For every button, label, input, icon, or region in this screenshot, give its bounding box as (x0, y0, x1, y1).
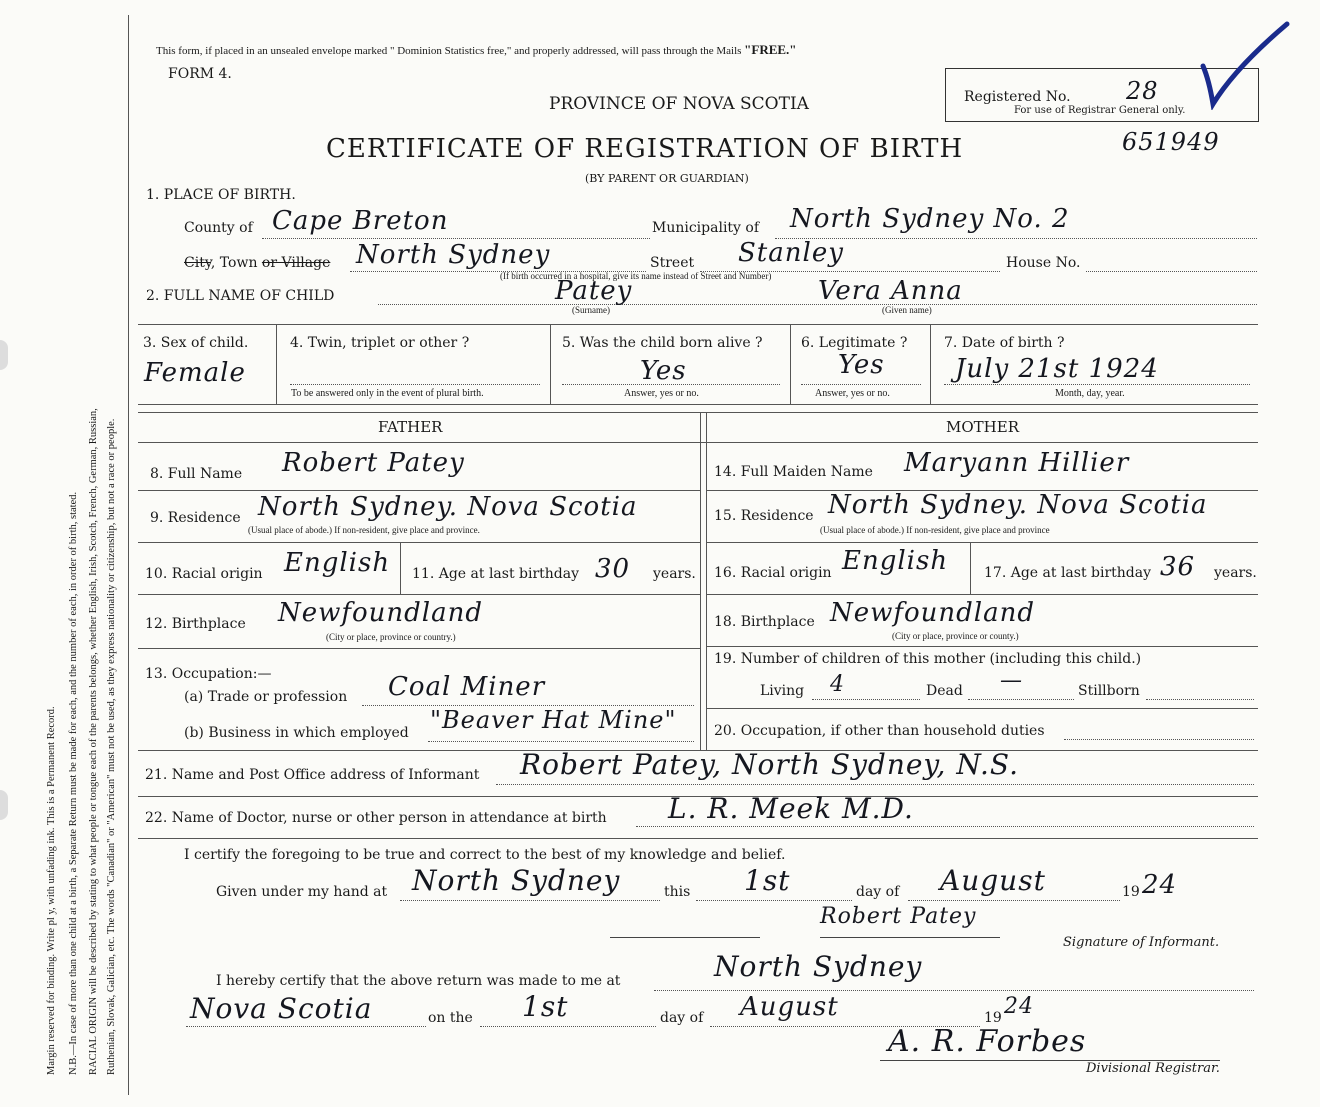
registrar-month: August (740, 992, 839, 1022)
father-name-value: Robert Patey (282, 448, 465, 478)
page-title: CERTIFICATE OF REGISTRATION OF BIRTH (326, 134, 964, 164)
informant-label: 21. Name and Post Office address of Informant (145, 767, 480, 783)
hospital-note: (If birth occurred in a hospital, give its name instead of Street and Number) (500, 271, 772, 281)
margin-note-1: Margin reserved for binding. Write pl y, with unfading ink. This is a Permanent Record. (46, 706, 57, 1075)
father-age-label: 11. Age at last birthday (412, 566, 580, 582)
registrar-onthe-label: on the (428, 1010, 473, 1026)
binding-hole (0, 790, 8, 820)
father-heading: FATHER (378, 418, 443, 436)
dead-label: Dead (926, 683, 963, 699)
registered-label: Registered No. (964, 89, 1071, 105)
child-given-name: Vera Anna (818, 276, 963, 306)
dob-label: 7. Date of birth ? (944, 335, 1065, 351)
father-birthplace-value: Newfoundland (278, 598, 484, 628)
registrar-place-1: North Sydney (714, 950, 923, 983)
mother-name-value: Maryann Hillier (904, 448, 1130, 478)
mother-race-label: 16. Racial origin (714, 565, 832, 581)
registered-number: 28 (1126, 77, 1159, 105)
registrar-note: For use of Registrar General only. (1014, 105, 1186, 116)
father-race-label: 10. Racial origin (145, 566, 263, 582)
registrar-statement: I hereby certify that the above return was made to me at (216, 973, 621, 989)
mother-age-label: 17. Age at last birthday (984, 565, 1152, 581)
father-residence-label: 9. Residence (150, 510, 241, 526)
given-dayof-label: day of (856, 884, 900, 900)
mother-birthplace-label: 18. Birthplace (714, 614, 815, 630)
margin-note-4: Ruthenian, Slovak, Galician, etc. The words "Canadian" or "American" must not be used, as they express nationality or citizenship, but not a race or people. (106, 418, 117, 1075)
margin-note-3: RACIAL ORIGIN will be described by stating to what people or tongue each of the parents belongs, whether English, Irish, Scotch, French, German, Russian, (88, 408, 99, 1075)
father-age-unit: years. (653, 566, 696, 582)
mother-birthplace-note: (City or place, province or county.) (892, 631, 1019, 641)
registrar-dayof-label: day of (660, 1010, 704, 1026)
sex-label: 3. Sex of child. (143, 335, 249, 351)
child-name-label: 2. FULL NAME OF CHILD (146, 288, 335, 304)
stillborn-label: Stillborn (1078, 683, 1140, 699)
mother-residence-label: 15. Residence (714, 508, 814, 524)
given-year-prefix: 19 (1122, 884, 1140, 900)
mother-residence-note: (Usual place of abode.) If non-resident, give place and province (820, 525, 1050, 535)
father-residence-note: (Usual place of abode.) If non-resident, give place and province. (248, 525, 480, 535)
surname-note: (Surname) (572, 305, 610, 315)
mother-heading: MOTHER (946, 418, 1019, 436)
alive-value: Yes (640, 356, 687, 386)
registrar-year-prefix: 19 (984, 1010, 1002, 1026)
province-heading: PROVINCE OF NOVA SCOTIA (549, 94, 809, 114)
child-surname: Patey (555, 276, 633, 306)
mother-race-value: English (842, 546, 949, 576)
county-value: Cape Breton (272, 206, 449, 236)
informant-signature: Robert Patey (820, 904, 977, 929)
registrar-day: 1st (522, 990, 569, 1023)
check-mark-icon (1195, 18, 1295, 110)
business-label: (b) Business in which employed (184, 725, 409, 741)
doctor-label: 22. Name of Doctor, nurse or other person in attendance at birth (145, 810, 607, 826)
this-label: this (664, 884, 691, 900)
city-label: City, Town or Village (184, 255, 331, 271)
county-label: County of (184, 220, 253, 236)
city-value: North Sydney (356, 240, 551, 270)
registrar-signature: A. R. Forbes (888, 1024, 1087, 1059)
given-year: 24 (1142, 870, 1178, 900)
trade-value: Coal Miner (388, 672, 546, 702)
father-age-value: 30 (595, 554, 631, 584)
twin-label: 4. Twin, triplet or other ? (290, 335, 470, 351)
twin-note: To be answered only in the event of plural birth. (291, 388, 484, 399)
living-value: 4 (830, 672, 845, 697)
registrar-signature-label: Divisional Registrar. (1086, 1061, 1220, 1076)
given-name-note: (Given name) (882, 305, 932, 315)
children-count-label: 19. Number of children of this mother (including this child.) (714, 651, 1142, 667)
father-residence-value: North Sydney. Nova Scotia (258, 492, 638, 522)
legitimate-label: 6. Legitimate ? (801, 335, 908, 351)
street-label: Street (650, 255, 695, 271)
living-label: Living (760, 683, 805, 699)
mother-age-unit: years. (1214, 565, 1257, 581)
registrar-place-2: Nova Scotia (190, 992, 373, 1025)
given-place: North Sydney (412, 864, 621, 897)
father-birthplace-note: (City or place, province or country.) (326, 632, 456, 642)
municipality-value: North Sydney No. 2 (790, 204, 1070, 234)
certify-statement: I certify the foregoing to be true and correct to the best of my knowledge and belief. (184, 847, 786, 863)
registrar-year: 24 (1004, 994, 1034, 1019)
occupation-label: 13. Occupation:— (145, 666, 272, 682)
alive-note: Answer, yes or no. (624, 388, 699, 399)
page-subtitle: (BY PARENT OR GUARDIAN) (585, 172, 749, 185)
margin-note-2: N.B.—In case of more than one child at a birth, a Separate Return must be made for each, and the number of each, in order of birth, stated. (68, 491, 79, 1075)
street-value: Stanley (738, 238, 844, 268)
mother-residence-value: North Sydney. Nova Scotia (828, 490, 1208, 520)
binding-hole (0, 340, 8, 370)
house-label: House No. (1006, 255, 1081, 271)
informant-value: Robert Patey, North Sydney, N.S. (520, 748, 1020, 781)
margin-rule (128, 15, 129, 1095)
mother-age-value: 36 (1160, 552, 1196, 582)
dob-value: July 21st 1924 (955, 354, 1159, 384)
father-birthplace-label: 12. Birthplace (145, 616, 246, 632)
father-name-label: 8. Full Name (150, 466, 243, 482)
margin-notes (0, 0, 130, 1107)
business-value: "Beaver Hat Mine" (430, 706, 677, 734)
dead-value: — (1000, 668, 1023, 693)
doctor-value: L. R. Meek M.D. (668, 792, 914, 825)
given-day: 1st (744, 864, 791, 897)
place-heading: 1. PLACE OF BIRTH. (146, 187, 296, 203)
dob-note: Month, day, year. (1055, 388, 1125, 399)
mother-birthplace-value: Newfoundland (830, 598, 1036, 628)
legitimate-note: Answer, yes or no. (815, 388, 890, 399)
trade-label: (a) Trade or profession (184, 689, 348, 705)
father-race-value: English (284, 548, 391, 578)
form-number: FORM 4. (168, 66, 232, 82)
given-month: August (940, 864, 1046, 897)
mother-occupation-label: 20. Occupation, if other than household duties (714, 723, 1045, 739)
mother-name-label: 14. Full Maiden Name (714, 464, 873, 480)
municipality-label: Municipality of (652, 220, 760, 236)
alive-label: 5. Was the child born alive ? (562, 335, 763, 351)
sex-value: Female (144, 358, 246, 388)
given-label: Given under my hand at (216, 884, 388, 900)
legitimate-value: Yes (838, 350, 885, 380)
mail-notice: This form, if placed in an unsealed envelope marked " Dominion Statistics free," and properly addressed, will pass through the Mails "FREE." (156, 42, 797, 57)
informant-signature-label: Signature of Informant. (1063, 935, 1220, 950)
stamp-number: 651949 (1122, 128, 1220, 156)
